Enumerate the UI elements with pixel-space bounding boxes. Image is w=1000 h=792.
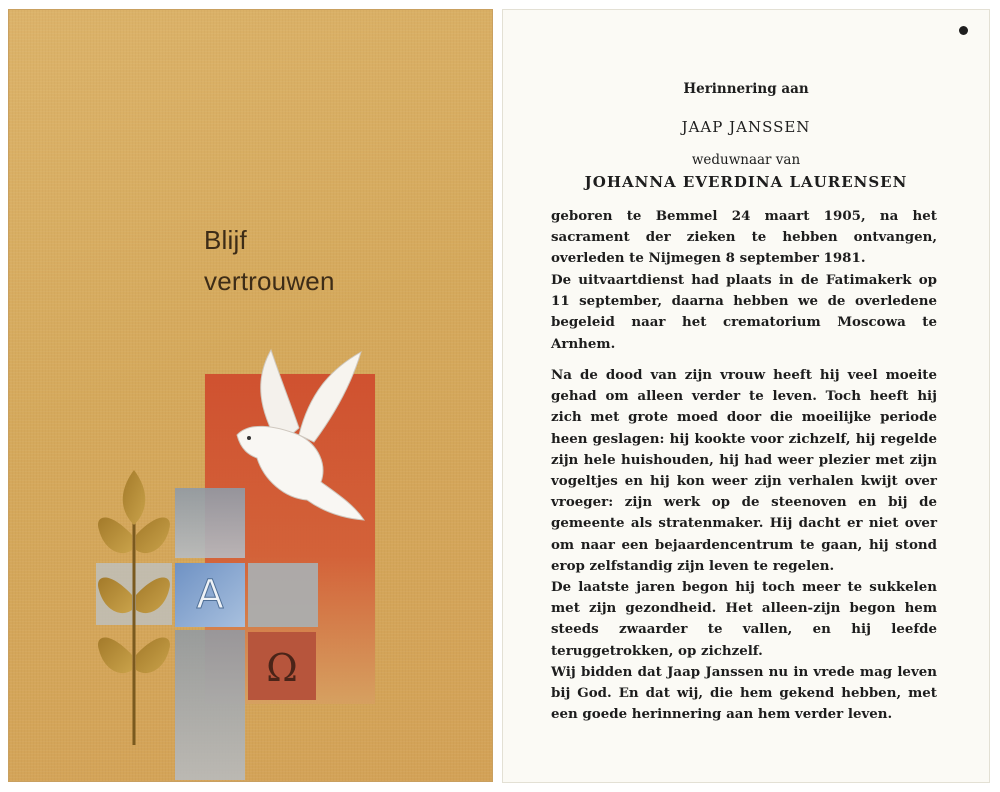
remembrance-intro: Herinnering aan bbox=[683, 81, 809, 97]
paragraph-later-years: De laatste jaren begon hij toch meer te sukkelen met zijn gezondheid. Het alleen-zijn begon hem steeds zwaarder te vallen, en hij leefde teruggetrokken, op zichzelf. bbox=[551, 579, 937, 659]
card-title-line-1: Blijf bbox=[204, 225, 247, 255]
paragraph-funeral: De uitvaartdienst had plaats in de Fatimakerk op 11 september, daarna hebben we de overledene begeleid naar het crematorium Moscowa te Arnhem. bbox=[551, 272, 937, 352]
tile-top bbox=[175, 488, 245, 558]
alpha-symbol: A bbox=[196, 572, 224, 618]
punch-hole bbox=[959, 26, 968, 35]
relation-text: weduwnaar van bbox=[691, 152, 801, 168]
paragraph-prayer: Wij bidden dat Jaap Janssen nu in vrede mag leven bij God. En dat wij, die hem gekend hebben, met een goede herinnering aan hem verder leven. bbox=[551, 664, 937, 723]
paragraph-birth-death: geboren te Bemmel 24 maart 1905, na het sacrament der zieken te hebben ontvangen, overleden te Nijmegen 8 september 1981. bbox=[551, 208, 937, 267]
tile-stem bbox=[175, 630, 245, 780]
religious-illustration bbox=[9, 10, 492, 781]
tile-right bbox=[248, 563, 318, 627]
card-back bbox=[503, 10, 989, 782]
card-title-line-2: vertrouwen bbox=[204, 266, 335, 296]
spouse-name: JOHANNA EVERDINA LAURENSEN bbox=[584, 173, 908, 191]
omega-symbol: Ω bbox=[266, 646, 298, 690]
paragraph-life: Na de dood van zijn vrouw heeft hij veel moeite gehad om alleen verder te leven. Toch heeft hij zich met grote moed door die moeilijke periode heen geslagen: hij kookte voor zichzelf, hij regelde zijn hele huishouden, hij had weer plezier met zijn vogeltjes en hij kon weer zijn verhalen kwijt over vroeger: zijn werk op de steenoven en bij de gemeente als stratenmaker. Hij dacht er niet over om naar een bejaardencentrum te gaan, hij stond erop zelfstandig zijn leven te regelen. bbox=[551, 367, 937, 574]
deceased-name: JAAP JANSSEN bbox=[681, 118, 811, 136]
card-front bbox=[9, 10, 492, 781]
